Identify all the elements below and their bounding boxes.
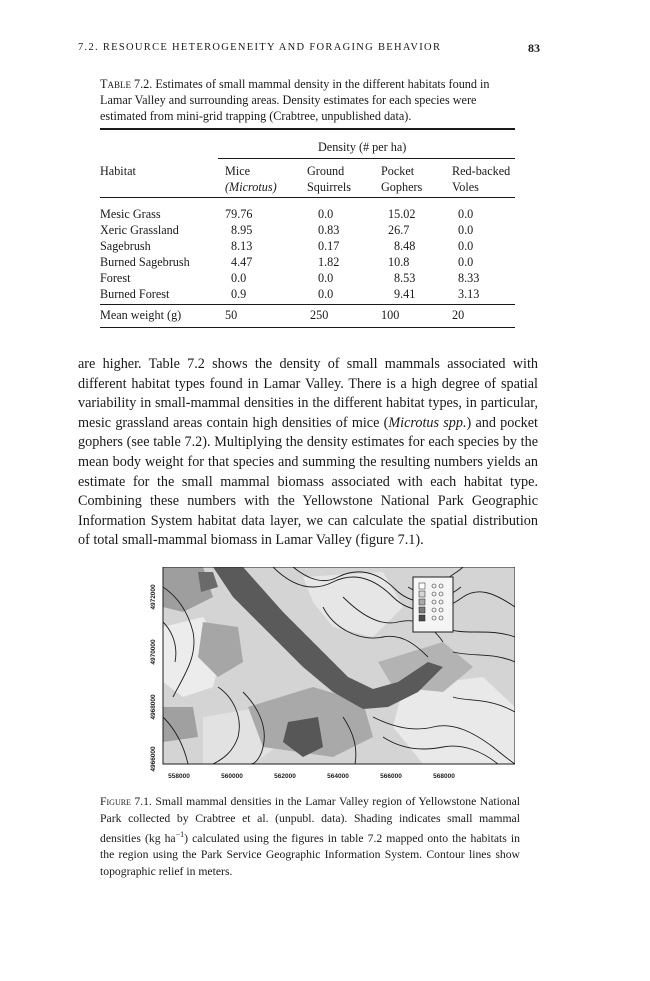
- map-legend: [413, 577, 453, 632]
- weight-pocket: 100: [381, 308, 400, 322]
- row-pocket: 26.7: [388, 223, 410, 237]
- row-pocket: 8.48: [394, 239, 416, 253]
- row-ground: 1.82: [318, 255, 340, 269]
- col-header-mice-sub: (Microtus): [225, 180, 277, 194]
- col-header-ground: Ground: [307, 164, 345, 178]
- row-pocket: 15.02: [388, 207, 416, 221]
- x-tick-label: 562000: [274, 773, 296, 780]
- row-ground: 0.0: [318, 271, 334, 285]
- row-redbacked: 3.13: [458, 287, 480, 301]
- y-tick-label: 4968000: [150, 694, 157, 720]
- col-header-redbacked: Red-backed: [452, 164, 511, 178]
- row-mice: 8.13: [231, 239, 253, 253]
- weight-ground: 250: [310, 308, 329, 322]
- figure-caption-part2: ) calculated using the figures in table 7.2 mapped onto the habitats in the region using the Park Service Geographic Information System. Contour lines show topographic relief in meters.: [100, 831, 520, 878]
- weight-rule: [100, 304, 515, 305]
- mid-patch: [163, 707, 198, 742]
- row-mice: 8.95: [231, 223, 253, 237]
- body-italic-species: Microtus spp.: [388, 414, 467, 431]
- body-text-1: are higher. Table 7.2 shows the density of small mammals associated with different habitat types found in Lamar Valley. There is a high degree of spatial variability in small-mammal densities in the different habitat types, in particular, mesic grassland areas contain high densities of mice (: [78, 356, 538, 431]
- row-habitat: Burned Sagebrush: [100, 255, 190, 269]
- row-pocket: 10.8: [388, 255, 410, 269]
- row-redbacked: 0.0: [458, 207, 474, 221]
- row-mice: 79.76: [225, 207, 253, 221]
- figure-caption-label: Figure 7.1.: [100, 795, 152, 808]
- page-number: 83: [528, 41, 540, 55]
- col-header-pocket-sub: Gophers: [381, 180, 423, 194]
- y-axis-ticks: [150, 584, 157, 772]
- row-ground: 0.0: [318, 207, 334, 221]
- table-caption-label: Table 7.2.: [100, 77, 153, 91]
- legend-swatch: [419, 599, 425, 605]
- row-redbacked: 8.33: [458, 271, 480, 285]
- row-habitat: Mesic Grass: [100, 207, 161, 221]
- row-redbacked: 0.0: [458, 255, 474, 269]
- row-habitat: Sagebrush: [100, 239, 151, 253]
- row-mice: 4.47: [231, 255, 253, 269]
- row-redbacked: 0.0: [458, 223, 474, 237]
- col-header-redbacked-sub: Voles: [452, 180, 479, 194]
- weight-redbacked: 20: [452, 308, 465, 322]
- row-pocket: 8.53: [394, 271, 416, 285]
- body-text-2: ) and pocket gophers (see table 7.2). Multiplying the density estimates for each species by the mean body weight for that species and summing the resulting numbers yields an estimate for the small mammal biomass associated with each habitat type. Combining these numbers with the Yellowstone National Park Geographic Information System habitat data layer, we can calculate the spatial distribution of total small-mammal biomass in Lamar Valley (figure 7.1).: [78, 414, 539, 549]
- x-tick-label: 558000: [168, 773, 190, 780]
- figure-caption-sup: −1: [175, 830, 185, 839]
- body-paragraph: [78, 355, 538, 551]
- row-ground: 0.83: [318, 223, 340, 237]
- x-axis-ticks: [168, 773, 455, 780]
- header-rule: [100, 197, 515, 198]
- y-tick-label: 4966000: [150, 746, 157, 772]
- x-tick-label: 564000: [327, 773, 349, 780]
- col-header-ground-sub: Squirrels: [307, 180, 352, 194]
- legend-swatch: [419, 607, 425, 613]
- weight-label: Mean weight (g): [100, 308, 182, 322]
- density-table: [100, 0, 520, 340]
- row-redbacked: 0.0: [458, 239, 474, 253]
- table-caption-text: Estimates of small mammal density in the different habitats found in Lamar Valley and surrounding areas. Density estimates for each species were estimated from mini-grid trapping (Crabtree, unpublished data).: [100, 77, 490, 123]
- legend-swatch: [419, 615, 425, 621]
- legend-swatch: [419, 583, 425, 589]
- lamar-valley-map: [143, 567, 515, 782]
- legend-swatch: [419, 591, 425, 597]
- row-ground: 0.17: [318, 239, 340, 253]
- table-bottom-rule: [100, 327, 515, 328]
- figure-caption: [100, 794, 520, 880]
- col-header-mice: Mice: [225, 164, 251, 178]
- running-title: 7.2. RESOURCE HETEROGENEITY AND FORAGING BEHAVIOR: [78, 42, 442, 53]
- row-habitat: Xeric Grassland: [100, 223, 179, 237]
- weight-mice: 50: [225, 308, 238, 322]
- col-header-pocket: Pocket: [381, 164, 415, 178]
- y-tick-label: 4970000: [150, 639, 157, 665]
- figure-caption-part1: Small mammal densities in the Lamar Valley region of Yellowstone National Park collected by Crabtree et al. (unpubl. data). Shading indicates small mammal densities (kg ha: [100, 795, 520, 845]
- y-tick-label: 4972000: [150, 584, 157, 610]
- row-ground: 0.0: [318, 287, 334, 301]
- row-habitat: Burned Forest: [100, 287, 170, 301]
- row-mice: 0.9: [231, 287, 247, 301]
- row-pocket: 9.41: [394, 287, 416, 301]
- row-mice: 0.0: [231, 271, 247, 285]
- x-tick-label: 566000: [380, 773, 402, 780]
- x-tick-label: 560000: [221, 773, 243, 780]
- x-tick-label: 568000: [433, 773, 455, 780]
- col-header-habitat: Habitat: [100, 164, 136, 178]
- row-habitat: Forest: [100, 271, 131, 285]
- table-spanner: Density (# per ha): [318, 140, 407, 154]
- spanner-rule: [218, 158, 515, 159]
